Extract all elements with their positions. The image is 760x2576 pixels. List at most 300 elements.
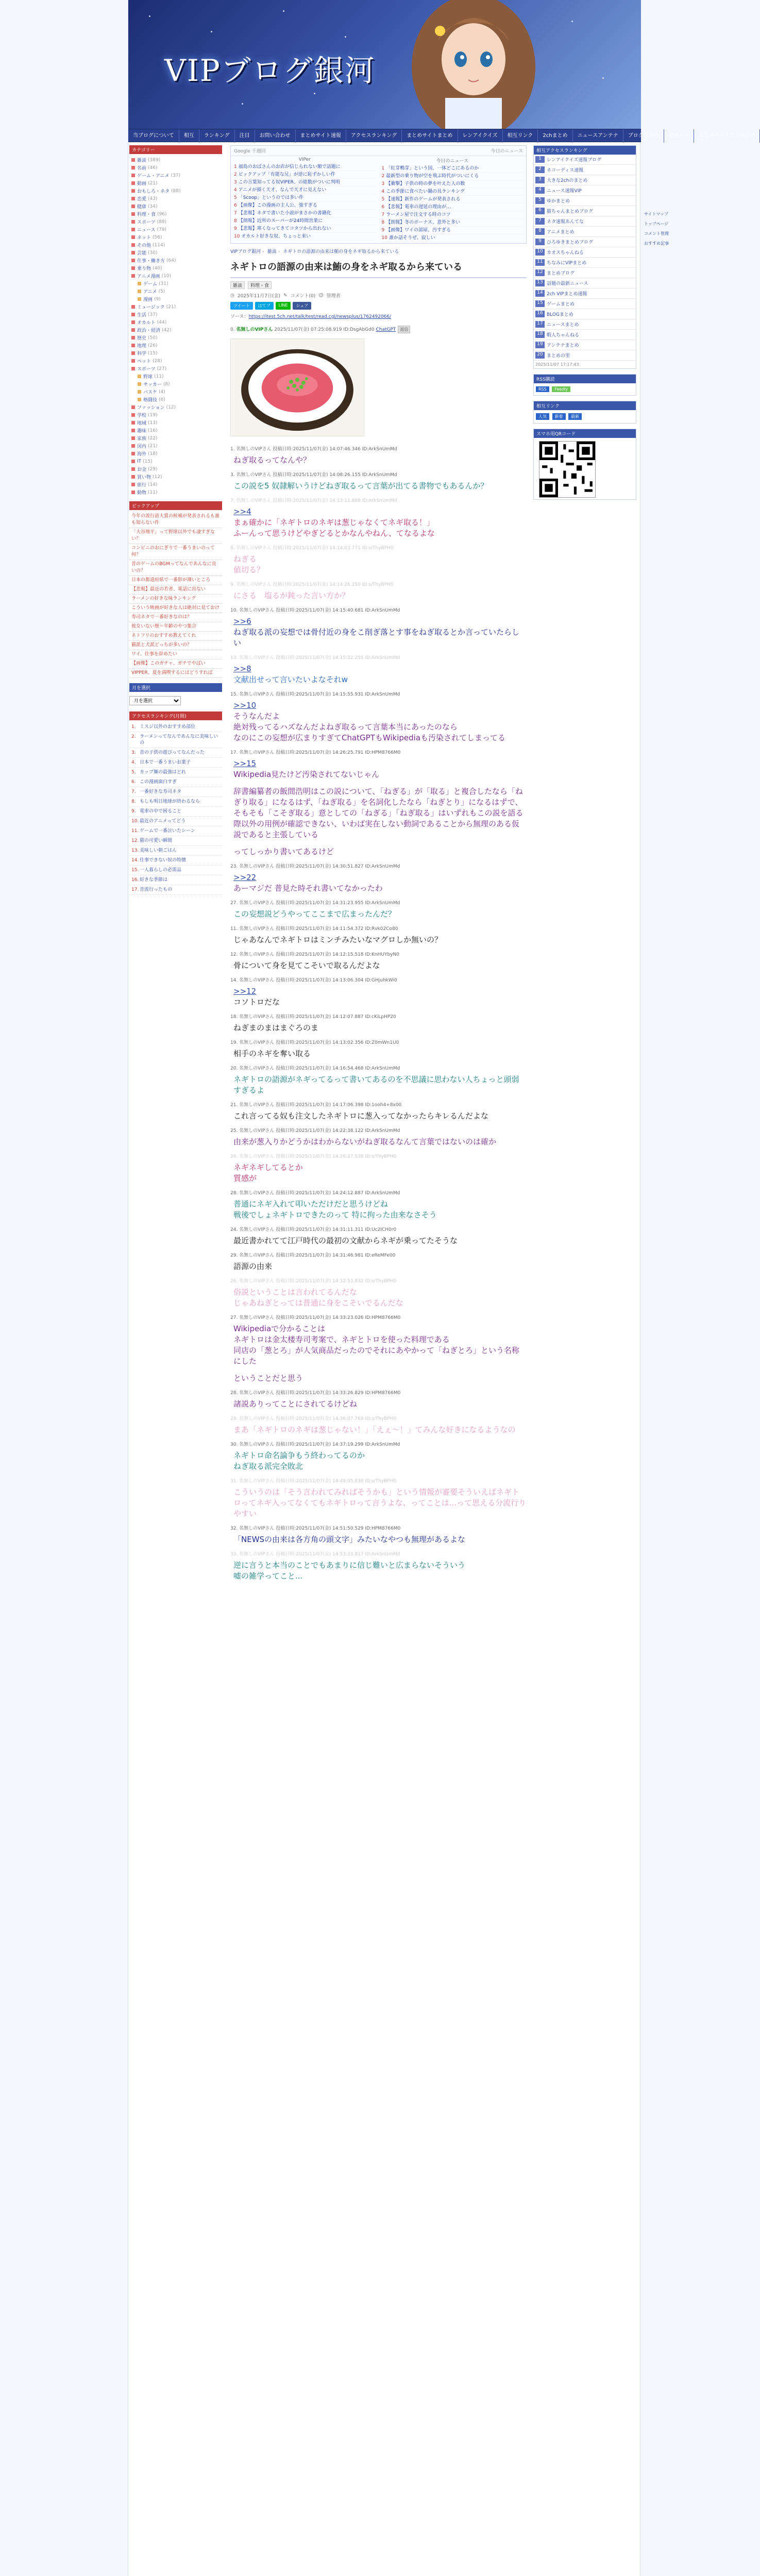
post-body <box>233 1534 527 1545</box>
tweet-button[interactable]: ツイート <box>230 302 253 310</box>
ranking-link[interactable]: 大きな2chのまとめ <box>547 178 588 183</box>
trend-link[interactable]: オカルト好きな奴、ちょっと来い <box>241 234 311 239</box>
category-item[interactable] <box>129 334 222 342</box>
ranking-link[interactable]: 2ch VIPまとめ速報 <box>547 292 587 297</box>
nav-item[interactable]: 当ブログについて <box>128 129 179 143</box>
category-item[interactable] <box>129 411 222 419</box>
pickup-link[interactable]: ネトフリのおすすめ教えてくれ <box>129 632 222 641</box>
trend-link[interactable]: 福島のおばさんのお店が信じられない額で話題に <box>238 164 341 170</box>
ranking-link[interactable]: BLOGまとめ <box>547 312 573 317</box>
ranking-number: 12 <box>535 269 545 276</box>
trend-item[interactable] <box>234 187 376 194</box>
category-label[interactable]: ゲーム・アニメ <box>137 174 170 179</box>
folder-icon <box>138 282 141 285</box>
trend-link[interactable]: この季節に食べたい鍋の具ランキング <box>386 189 465 194</box>
trend-link[interactable]: 【画像】この漫画の主人公、強すぎる <box>238 203 317 208</box>
pickup-link[interactable]: ラーメンの好きな味ランキング <box>129 595 222 604</box>
folder-icon <box>131 305 135 309</box>
ranking-link[interactable]: ゲームまとめ <box>547 302 575 307</box>
category-label[interactable]: 格闘技 <box>143 398 158 403</box>
ranking-number: 13 <box>535 280 545 286</box>
folder-icon <box>131 467 135 471</box>
rank-link[interactable]: 日本で一番うまいお菓子 <box>140 760 191 765</box>
category-label[interactable]: 動物 <box>137 490 147 496</box>
category-item[interactable] <box>129 419 222 427</box>
ranking-link[interactable]: レンアイクイズ速報ブログ <box>547 158 602 163</box>
far-right-link[interactable]: コメント管理 <box>644 231 669 236</box>
ranking-item[interactable] <box>534 237 636 247</box>
rank-link[interactable]: カップ麺の最強はどれ <box>140 770 186 775</box>
related-box <box>533 401 636 423</box>
post-header: 30. 名無しのVIPさん 投稿日時:2025/11/07(金) 14:37:19.299 ID:ArkSnUmMd <box>230 1442 400 1447</box>
trend-link[interactable]: 【衝撃】子供の時の夢を叶えた人の数 <box>386 181 465 187</box>
post-body <box>233 590 527 601</box>
category-item[interactable] <box>129 349 222 357</box>
category-item[interactable] <box>129 427 222 434</box>
rank-link[interactable]: 猫の可愛い瞬間 <box>140 838 173 843</box>
category-label[interactable]: 芸能 <box>137 251 147 256</box>
ranking-item[interactable] <box>534 319 636 330</box>
rank-item[interactable] <box>129 826 222 836</box>
category-item[interactable] <box>129 357 222 365</box>
pickup-link[interactable]: 今年の流行語大賞の候補が発表されるも誰も知らない件 <box>129 512 222 528</box>
trend-item[interactable] <box>382 211 523 219</box>
ranking-link[interactable]: 話題の最新ニュース <box>547 281 588 286</box>
category-item[interactable] <box>129 179 222 187</box>
trend-item[interactable] <box>234 225 376 233</box>
category-item[interactable] <box>129 450 222 457</box>
category-item[interactable] <box>129 264 222 272</box>
post-header: 20. 名無しのVIPさん 投稿日時:2025/11/07(金) 14:16:54.468 ID:ArkSnUmMd <box>230 1066 400 1071</box>
category-label[interactable]: 仕事・働き方 <box>137 259 165 264</box>
ranking-link[interactable]: ちなみにVIPまとめ <box>547 261 587 266</box>
ranking-number: 4 <box>535 187 545 194</box>
trend-item[interactable] <box>234 171 376 179</box>
pickup-link[interactable]: 寿司ネタで一番好きなのは？ <box>129 613 222 622</box>
category-item[interactable] <box>129 396 222 403</box>
ranking-item[interactable] <box>534 206 636 216</box>
pickup-link[interactable]: ワイ、仕事を辞めたい <box>129 650 222 659</box>
ranking-link[interactable]: 暇人ちゃんねる <box>547 333 580 338</box>
trend-item[interactable] <box>234 179 376 187</box>
nav-item[interactable]: ブログまとめ <box>623 129 664 143</box>
nav-item[interactable]: ランキング <box>199 129 235 143</box>
breadcrumb-category[interactable]: 雑談 <box>267 249 277 255</box>
category-label[interactable]: アニメ漫画 <box>137 274 160 279</box>
category-item[interactable] <box>129 442 222 450</box>
category-label[interactable]: 恋愛 <box>137 197 147 202</box>
trend-link[interactable]: ピックアップ「有能な兄」が逆に恥ずかしい件 <box>238 172 335 177</box>
category-item[interactable] <box>129 372 222 380</box>
feedly-button[interactable]: Feedly <box>552 386 570 392</box>
nav-item[interactable]: 2chまとめ <box>538 129 572 143</box>
category-label[interactable]: 漫画 <box>143 297 153 302</box>
rank-link[interactable]: 最近のアニメってどう <box>140 819 186 824</box>
category-item[interactable] <box>129 226 222 233</box>
category-item[interactable] <box>129 257 222 264</box>
category-item[interactable] <box>129 241 222 249</box>
rank-item[interactable] <box>129 722 222 732</box>
nav-item[interactable]: 注目 <box>235 129 255 143</box>
category-label[interactable]: 海外 <box>137 452 147 457</box>
category-label[interactable]: オカルト <box>137 320 156 326</box>
nav-item[interactable]: まとめサイト速報 <box>296 129 346 143</box>
category-label[interactable]: お金 <box>137 467 147 472</box>
rank-link[interactable]: 好きな季節は <box>140 877 168 883</box>
category-count: (26) <box>148 343 158 348</box>
month-select[interactable] <box>129 696 181 705</box>
ranking-number: 7 <box>535 218 545 225</box>
breadcrumb-home[interactable]: VIPブログ銀河 <box>230 249 261 255</box>
rank-link[interactable]: 電車の中で困ること <box>140 809 182 814</box>
author-icon: ☺ <box>318 293 324 298</box>
category-label[interactable]: ペット <box>137 359 151 364</box>
category-item[interactable] <box>129 218 222 226</box>
nav-item[interactable]: ヒロイン <box>664 129 695 143</box>
source-url[interactable]: https://itest.5ch.net/talk/test/read.cgi/newsplus/1762492066/ <box>248 314 392 319</box>
rank-item[interactable] <box>129 817 222 826</box>
category-label[interactable]: 動画 <box>137 181 147 187</box>
trend-item[interactable] <box>382 173 523 180</box>
ranking-item[interactable] <box>534 247 636 258</box>
rank-link[interactable]: 仕事できない奴の特徴 <box>140 858 187 863</box>
rank-item[interactable] <box>129 836 222 846</box>
post-body <box>233 1560 527 1582</box>
category-item[interactable] <box>129 164 222 172</box>
comment-count[interactable]: コメント(0) <box>290 294 316 299</box>
reply-anchor[interactable]: >>6 <box>233 617 251 626</box>
category-label[interactable]: バスケ <box>143 390 158 395</box>
ranking-link[interactable]: ゆかまとめ <box>547 199 570 204</box>
folder-icon <box>138 297 141 301</box>
category-label[interactable]: スポーツ <box>137 220 156 225</box>
ranking-item[interactable] <box>534 216 636 227</box>
nav-item[interactable]: ニュースアンテナ <box>573 129 623 143</box>
folder-icon <box>131 189 135 193</box>
category-item[interactable] <box>129 488 222 496</box>
category-label[interactable]: 政治・経済 <box>137 328 161 333</box>
rank-link[interactable]: 一番好きな寿司ネタ <box>140 789 182 794</box>
trend-item[interactable] <box>382 196 523 204</box>
trend-link[interactable]: ラーメン屋で注文する時のコツ <box>386 212 451 217</box>
ranking-link[interactable]: アニメまとめ <box>547 230 575 235</box>
trend-link[interactable]: 最新型の乗り物が空を飛ぶ時代がついにくる <box>386 174 479 179</box>
category-item[interactable] <box>129 326 222 334</box>
rss-button[interactable]: RSS <box>536 386 549 392</box>
ranking-item[interactable] <box>534 299 636 309</box>
category-item[interactable] <box>129 481 222 488</box>
category-label[interactable]: ニュース <box>137 228 156 233</box>
trend-link[interactable]: アニメが描く天才、なんで天才に見えない <box>238 188 327 193</box>
category-item[interactable] <box>129 195 222 202</box>
category-label[interactable]: 健康 <box>137 205 147 210</box>
nav-item[interactable]: お問い合わせ <box>255 129 296 143</box>
trend-item[interactable] <box>382 165 523 173</box>
category-label[interactable]: 生活 <box>137 313 147 318</box>
ranking-item[interactable] <box>534 175 636 185</box>
rank-link[interactable]: 昔の子供の遊びってなんだった <box>140 750 205 755</box>
trend-item[interactable] <box>234 194 376 202</box>
category-label[interactable]: 地域 <box>137 421 147 426</box>
rank-item[interactable] <box>129 732 222 748</box>
ranking-item[interactable] <box>534 185 636 196</box>
category-item[interactable] <box>129 465 222 473</box>
rank-link[interactable]: 一人暮らしの必需品 <box>140 868 182 873</box>
category-label[interactable]: 乗り物 <box>137 266 151 272</box>
trend-link[interactable]: この言葉知ってる奴VIPER、の総数がついに判明 <box>238 180 340 185</box>
category-item[interactable] <box>129 311 222 318</box>
category-label[interactable]: 雑談 <box>137 158 147 163</box>
trend-item[interactable] <box>382 227 523 234</box>
category-item[interactable] <box>129 318 222 326</box>
rank-item[interactable] <box>129 866 222 875</box>
trend-item[interactable] <box>382 180 523 188</box>
rank-item[interactable] <box>129 856 222 866</box>
trend-rank: 1 <box>234 164 237 170</box>
trend-link[interactable]: 【悲報】電車の遅延の理由が… <box>386 205 451 210</box>
trend-link[interactable]: 【朗報】冬のボーナス、意外と多い <box>386 220 461 225</box>
folder-icon <box>131 351 135 355</box>
category-label[interactable]: 国内 <box>137 444 147 449</box>
category-label[interactable]: 科学 <box>137 351 147 357</box>
rank-item[interactable] <box>129 807 222 817</box>
ranking-item[interactable] <box>534 268 636 278</box>
category-item[interactable] <box>129 434 222 442</box>
rank-item[interactable] <box>129 885 222 895</box>
category-label[interactable]: ファッション <box>137 405 165 411</box>
post-header: 26. 名無しのVIPさん 投稿日時:2025/11/07(金) 14:26:27.538 ID:s/ThyBPH0 <box>230 1154 397 1159</box>
category-label[interactable]: その他 <box>137 243 151 248</box>
far-right-link[interactable]: サイトマップ <box>644 212 669 216</box>
rank-item[interactable] <box>129 758 222 768</box>
trend-item[interactable] <box>234 210 376 217</box>
category-label[interactable]: おもしろ・ネタ <box>137 189 170 194</box>
hatena-button[interactable]: はてブ <box>255 302 274 310</box>
far-right-links <box>644 211 670 250</box>
trend-link[interactable]: 誰か話そうぜ、寂しい <box>389 235 435 241</box>
rank-link[interactable]: ミスジ以外のおすすめ部位 <box>140 724 196 730</box>
post-body <box>233 960 527 971</box>
rank-link[interactable]: この漫画面白すぎ <box>140 779 177 785</box>
category-item[interactable] <box>129 388 222 396</box>
nav-item[interactable]: まとめサイトランキング <box>694 129 760 143</box>
post-line: Wikipedia見たけど汚染されてないじゃん <box>233 770 380 779</box>
pickup-link[interactable]: 猫派と犬派どっちが多いの？ <box>129 641 222 650</box>
category-label[interactable]: ゲーム <box>143 282 158 287</box>
reply-anchor[interactable]: >>4 <box>233 507 251 516</box>
trend-link[interactable]: 「紅芽鴨芽」という国、一体どこにあるのか <box>386 166 479 171</box>
category-label[interactable]: 野球 <box>143 375 153 380</box>
line-button[interactable]: LINE <box>276 302 291 310</box>
rank-item[interactable] <box>129 846 222 856</box>
ranking-link[interactable]: ひろゆきまとめブログ <box>547 240 594 245</box>
category-label[interactable]: 料理・食 <box>137 212 156 217</box>
rank-link[interactable]: 美味しい朝ごはん <box>140 848 177 853</box>
category-item[interactable] <box>129 272 222 280</box>
rank-link[interactable]: ゲームで一番泣いたシーン <box>140 828 195 834</box>
trend-link[interactable]: 「Scoop」というのでは多い件 <box>238 195 304 200</box>
trend-link[interactable]: 【悲報】寒くなってきてコタツから出れない <box>238 226 331 231</box>
trend-item[interactable] <box>382 188 523 196</box>
ranking-link[interactable]: ニュースまとめ <box>547 323 579 328</box>
folder-icon <box>131 235 135 239</box>
far-right-link[interactable]: トップページ <box>644 222 669 226</box>
category-label[interactable]: 地理 <box>137 344 147 349</box>
category-label[interactable]: IT <box>137 459 142 464</box>
pickup-link[interactable]: 【画像】このガチャ、ガチでやばい <box>129 659 222 669</box>
category-label[interactable]: 趣味 <box>137 429 147 434</box>
category-item[interactable] <box>129 295 222 303</box>
share-button[interactable]: シェア <box>293 302 311 310</box>
ranking-link[interactable]: ニュース速報VIP <box>547 189 582 194</box>
ranking-item[interactable] <box>534 258 636 268</box>
pickup-link[interactable]: 彼女いない歴＝年齢のやつ集合 <box>129 622 222 632</box>
nav-item[interactable]: レンアイクイズ <box>458 129 503 143</box>
reply-anchor[interactable]: >>12 <box>233 987 257 996</box>
category-item[interactable] <box>129 380 222 388</box>
ranking-item[interactable] <box>534 330 636 340</box>
site-logo[interactable]: VIPブログ銀河 <box>164 53 376 88</box>
category-item[interactable] <box>129 287 222 295</box>
pickup-link[interactable]: こういう映画が好きな人は絶対に見ておけ <box>129 604 222 613</box>
trend-item[interactable] <box>382 204 523 211</box>
related-tab-popular[interactable]: 人気 <box>536 413 549 420</box>
trend-item[interactable] <box>234 217 376 225</box>
nav-item[interactable]: 相互リンク <box>503 129 538 143</box>
pickup-link[interactable]: 【悲報】最近の若者、電話に出ない <box>129 585 222 595</box>
category-label[interactable]: 名前 <box>137 166 147 171</box>
category-label[interactable]: ネット <box>137 235 151 241</box>
category-label[interactable]: 旅行 <box>137 483 147 488</box>
ranking-item[interactable] <box>534 340 636 350</box>
breadcrumb-current: ネギトロの語源の由来は鮪の身をネギ取るから来ている <box>283 249 399 255</box>
trend-link[interactable]: 【悲報】ネタで書いた小説がまさかの書籍化 <box>238 211 331 216</box>
pickup-link[interactable]: VIPPER、夏を満喫するにはどうすれば <box>129 669 222 678</box>
category-label[interactable]: アニメ <box>143 290 157 295</box>
category-label[interactable]: 学校 <box>137 413 147 418</box>
category-item[interactable] <box>129 156 222 164</box>
pickup-link[interactable]: 「大谷翔平」って野球以外でも凄すぎない？ <box>129 528 222 544</box>
ranking-item[interactable] <box>534 165 636 175</box>
nav-item[interactable]: まとめサイトまとめ <box>402 129 458 143</box>
ranking-item[interactable] <box>534 309 636 319</box>
trend-item[interactable] <box>382 219 523 227</box>
ranking-item[interactable] <box>534 350 636 361</box>
category-item[interactable] <box>129 403 222 411</box>
category-count: (10) <box>161 273 172 279</box>
category-item[interactable] <box>129 342 222 349</box>
ranking-link[interactable]: まとめブログ <box>547 271 575 276</box>
rank-item[interactable] <box>129 875 222 885</box>
post-line: ねぎ取る派の妄想では骨付近の身をこ削ぎ落とす事をねぎ取るとか言っていたらしい <box>233 628 520 648</box>
category-item[interactable] <box>129 280 222 287</box>
category-count: (56) <box>153 234 162 240</box>
category-item[interactable] <box>129 210 222 218</box>
related-tab-new[interactable]: 新着 <box>552 413 566 420</box>
trend-item[interactable] <box>234 233 376 241</box>
rank-item[interactable] <box>129 797 222 807</box>
category-item[interactable] <box>129 249 222 257</box>
category-item[interactable] <box>129 172 222 179</box>
category-tag[interactable]: 料理・食 <box>248 281 272 289</box>
ranking-item[interactable] <box>534 278 636 289</box>
folder-icon <box>131 436 135 440</box>
trend-link[interactable]: 【朗報】近所のスーパーが24時間営業に <box>238 218 323 224</box>
category-label[interactable]: 家族 <box>137 436 147 442</box>
pickup-link[interactable]: 日本の都道府県で一番影が薄いところ <box>129 576 222 585</box>
nav-item[interactable]: アクセスランキング <box>346 129 402 143</box>
trend-col1-title: VIPer <box>298 157 311 162</box>
ranking-item[interactable] <box>534 289 636 299</box>
trend-rank: 10 <box>381 235 387 241</box>
post-line: ということだと思う <box>233 1374 303 1383</box>
trend-link[interactable]: 【速報】新作のゲームが発表される <box>386 197 461 202</box>
category-label[interactable]: ミュージック <box>137 305 165 310</box>
rank-link[interactable]: ラーメンってなんであんなに美味しいの <box>140 734 218 745</box>
category-label[interactable]: 買い物 <box>137 475 151 480</box>
category-label[interactable]: 歴史 <box>137 336 147 341</box>
ranking-link[interactable]: まとめの里 <box>547 353 570 359</box>
reply-anchor[interactable]: >>22 <box>233 873 257 882</box>
post-header: 8. 名無しのVIPさん 投稿日時:2025/11/07(金) 14:14:03.771 ID:s/ThyBPH0 <box>230 546 394 551</box>
rank-item[interactable] <box>129 748 222 758</box>
post-body <box>233 1048 527 1059</box>
reply-anchor[interactable]: >>8 <box>233 664 251 673</box>
nav-item[interactable]: 相互 <box>179 129 199 143</box>
rank-number: 14. <box>131 858 139 863</box>
category-item[interactable] <box>129 202 222 210</box>
trend-item[interactable] <box>234 202 376 210</box>
ranking-link[interactable]: カオスちゃんねる <box>547 250 584 256</box>
trend-item[interactable] <box>382 234 523 242</box>
rank-link[interactable]: 昔流行ったもの <box>140 887 173 892</box>
related-tab-latest[interactable]: 最新 <box>568 413 582 420</box>
pickup-link[interactable]: コンビニのおにぎりで一番うまいのって何？ <box>129 544 222 560</box>
post-body <box>233 1324 527 1384</box>
ranking-link[interactable]: アンテナまとめ <box>547 343 579 348</box>
rank-number: 3. <box>131 750 136 755</box>
op-header: 0. 名無しのVIPさん 2025/11/07(金) 07:25:08.919 ID:DsgAbGd0 ChatGPT 返信 <box>230 326 527 333</box>
category-item[interactable] <box>129 457 222 465</box>
ranking-link[interactable]: ネタ速報あんてな <box>547 219 584 225</box>
ranking-link[interactable]: 猫ちゃんまとめブログ <box>547 209 594 214</box>
rank-item[interactable] <box>129 777 222 787</box>
rank-link[interactable]: もしも明日地球が終わるなら <box>140 799 200 804</box>
reply-anchor[interactable]: >>15 <box>233 759 257 768</box>
category-item[interactable] <box>129 303 222 311</box>
category-item[interactable] <box>129 187 222 195</box>
category-item[interactable] <box>129 473 222 481</box>
trend-link[interactable]: 【画像】ワイの部屋、汚すぎる <box>386 228 451 233</box>
category-item[interactable] <box>129 233 222 241</box>
reply-anchor[interactable]: >>10 <box>233 701 257 710</box>
category-label[interactable]: サッカー <box>143 382 162 387</box>
far-right-link[interactable]: おすすめ記事 <box>644 241 669 246</box>
post-body <box>233 1399 527 1410</box>
ranking-item[interactable] <box>534 155 636 165</box>
category-label[interactable]: スポーツ <box>137 367 156 372</box>
rank-item[interactable] <box>129 768 222 777</box>
category-item[interactable] <box>129 365 222 372</box>
ranking-item[interactable] <box>534 196 636 206</box>
rank-item[interactable] <box>129 787 222 797</box>
post-header: 27. 名無しのVIPさん 投稿日時:2025/11/07(金) 14:33:23.026 ID:HPM8766M0 <box>230 1315 401 1320</box>
trend-item[interactable] <box>234 163 376 171</box>
category-tag[interactable]: 雑談 <box>230 281 245 289</box>
pickup-link[interactable]: 昔のゲームのBGMってなんであんなに良いの？ <box>129 560 222 576</box>
ranking-item[interactable] <box>534 227 636 237</box>
ranking-link[interactable]: ネコーディス速報 <box>547 168 584 173</box>
